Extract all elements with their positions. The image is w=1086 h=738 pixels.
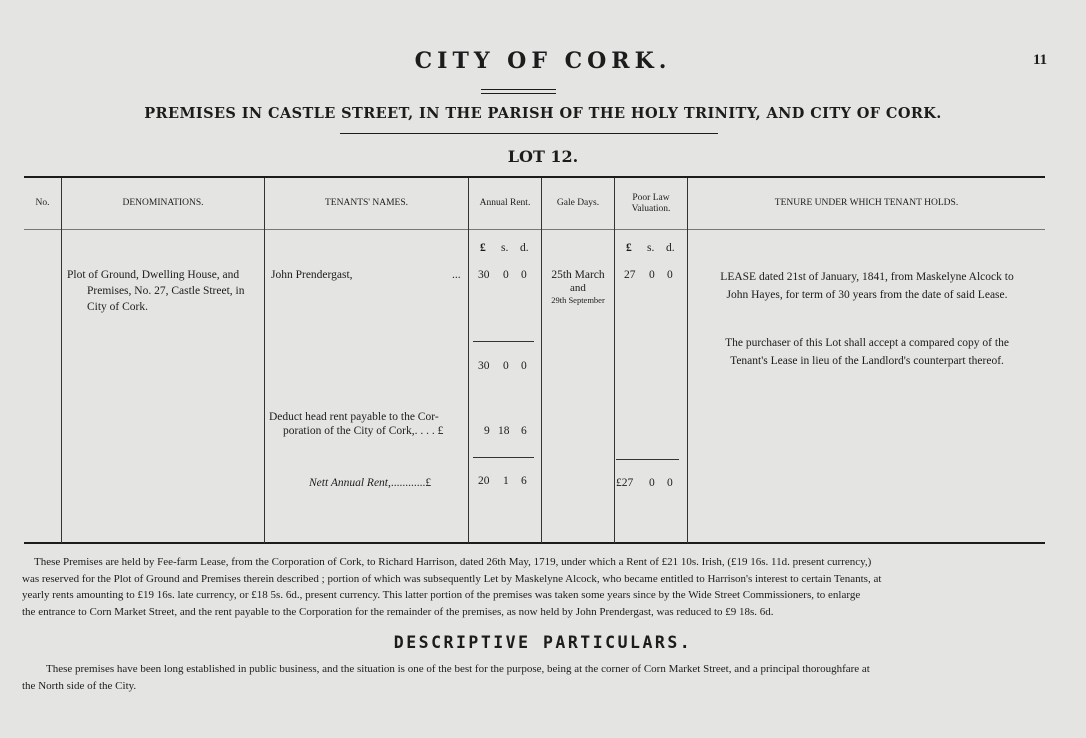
shillings-symbol: s. bbox=[501, 242, 509, 254]
denomination-line: Plot of Ground, Dwelling House, and bbox=[67, 269, 240, 281]
footnote-line: the entrance to Corn Market Street, and the rent payable to the Corporation for the remainder of the premises, as now held by John Prendergast, was reduced to £9 18s. 6d. bbox=[22, 605, 774, 618]
header-poor-law bbox=[615, 193, 687, 215]
deduct-line: Deduct head rent payable to the Cor- bbox=[269, 411, 439, 423]
descriptive-text bbox=[22, 661, 1042, 694]
nett-poor-law-rule bbox=[616, 459, 679, 460]
gale-days-line: 25th March bbox=[551, 269, 605, 281]
poor-law-shillings: 0 bbox=[649, 269, 655, 281]
premises-subtitle: PREMISES IN CASTLE STREET, IN THE PARISH OF THE HOLY TRINITY, AND CITY OF CORK. bbox=[144, 105, 942, 122]
col-divider bbox=[541, 178, 542, 543]
denomination-line: City of Cork. bbox=[87, 301, 149, 313]
subtotal-pounds: 30 bbox=[478, 360, 490, 372]
nett-label-text: Nett Annual Rent, bbox=[309, 477, 391, 489]
poor-law-pence: 0 bbox=[667, 269, 673, 281]
col-divider bbox=[61, 178, 62, 543]
tenant-name: John Prendergast, bbox=[271, 269, 353, 281]
nett-shillings: 1 bbox=[503, 475, 509, 487]
pence-symbol: d. bbox=[666, 242, 675, 254]
rent-pounds: 30 bbox=[478, 269, 490, 281]
tenure-text bbox=[690, 268, 1044, 304]
deduct-shillings: 18 bbox=[498, 425, 510, 437]
rent-shillings: 0 bbox=[503, 269, 509, 281]
gale-days-line: 29th September bbox=[551, 295, 605, 305]
title-rule-bottom bbox=[481, 93, 556, 94]
nett-rule bbox=[473, 457, 534, 458]
nett-poor-law-pounds: £27 bbox=[616, 477, 634, 489]
nett-label-dots: ............£ bbox=[390, 477, 432, 489]
header-poor-law-line1: Poor Law bbox=[632, 193, 670, 203]
header-poor-law-line2: Valuation. bbox=[631, 204, 671, 214]
tenure-note-line: Tenant's Lease in lieu of the Landlord's counterpart thereof. bbox=[730, 355, 1004, 367]
header-gale-days: Gale Days. bbox=[556, 198, 600, 208]
nett-poor-law-shillings: 0 bbox=[649, 477, 655, 489]
nett-poor-law-pence: 0 bbox=[667, 477, 673, 489]
col-divider bbox=[614, 178, 615, 543]
header-annual-rent: Annual Rent. bbox=[479, 198, 531, 208]
col-divider bbox=[264, 178, 265, 543]
pound-symbol: £ bbox=[626, 242, 632, 254]
subtotal-shillings: 0 bbox=[503, 360, 509, 372]
tenure-note bbox=[690, 334, 1044, 370]
tenure-line: John Hayes, for term of 30 years from the date of said Lease. bbox=[726, 289, 1008, 301]
table-header-rule bbox=[24, 229, 1045, 230]
lot-heading: LOT 12. bbox=[507, 147, 579, 166]
deduct-line: poration of the City of Cork,. . . . £ bbox=[283, 425, 444, 437]
header-denominations: DENOMINATIONS. bbox=[122, 198, 204, 208]
denomination-line: Premises, No. 27, Castle Street, in bbox=[87, 285, 245, 297]
gale-days-line: and bbox=[570, 282, 586, 294]
col-divider bbox=[687, 178, 688, 543]
rent-pence: 0 bbox=[521, 269, 527, 281]
table-bottom-rule bbox=[24, 542, 1045, 544]
tenant-leader-dots: ... bbox=[452, 269, 461, 281]
footnote-line: These Premises are held by Fee-farm Lease, from the Corporation of Cork, to Richard Harrison, dated 26th May, 1719, under which a Rent of £21 10s. Irish, (£19 16s. 11d. present currency,) bbox=[34, 556, 872, 568]
descriptive-line: the North side of the City. bbox=[22, 679, 137, 692]
descriptive-heading: DESCRIPTIVE PARTICULARS. bbox=[393, 633, 693, 652]
nett-label bbox=[309, 475, 431, 491]
header-tenants: TENANTS' NAMES. bbox=[325, 198, 408, 208]
footnote-line: yearly rents amounting to £19 16s. late currency, or £18 5s. 6d., present currency. This latter portion of the premises was taken some years since by the Wide Street Commissioners, to enlarge bbox=[22, 589, 861, 601]
tenure-note-line: The purchaser of this Lot shall accept a compared copy of the bbox=[725, 337, 1009, 349]
table-top-rule bbox=[24, 176, 1045, 178]
pence-symbol: d. bbox=[520, 242, 529, 254]
nett-pounds: 20 bbox=[478, 475, 490, 487]
deduct-pounds: 9 bbox=[484, 425, 490, 437]
fee-farm-footnote bbox=[22, 554, 1042, 620]
subtotal-rule bbox=[473, 341, 534, 342]
deduct-text bbox=[269, 410, 467, 438]
poor-law-pounds: 27 bbox=[624, 269, 636, 281]
subtitle-rule bbox=[340, 133, 718, 134]
pound-symbol: £ bbox=[480, 242, 486, 254]
header-tenure: TENURE UNDER WHICH TENANT HOLDS. bbox=[774, 198, 959, 208]
descriptive-line: These premises have been long established in public business, and the situation is one of the best for the purpose, being at the corner of Corn Market Street, and a principal thoroughfare at bbox=[46, 663, 870, 675]
deduct-pence: 6 bbox=[521, 425, 527, 437]
subtotal-pence: 0 bbox=[521, 360, 527, 372]
denomination-text bbox=[67, 267, 267, 315]
title-rule-top bbox=[481, 89, 556, 90]
page-title: CITY OF CORK. bbox=[414, 48, 672, 74]
col-divider bbox=[468, 178, 469, 543]
gale-days bbox=[542, 268, 614, 306]
header-no: No. bbox=[35, 198, 50, 208]
tenure-line: LEASE dated 21st of January, 1841, from Maskelyne Alcock to bbox=[720, 271, 1014, 283]
page-number: 11 bbox=[1033, 52, 1048, 68]
shillings-symbol: s. bbox=[647, 242, 655, 254]
nett-pence: 6 bbox=[521, 475, 527, 487]
footnote-line: was reserved for the Plot of Ground and Premises therein described ; portion of which was subsequently Let by Maskelyne Alcock, who became entitled to Harrison's interest to certain Tenants, at bbox=[22, 572, 882, 585]
